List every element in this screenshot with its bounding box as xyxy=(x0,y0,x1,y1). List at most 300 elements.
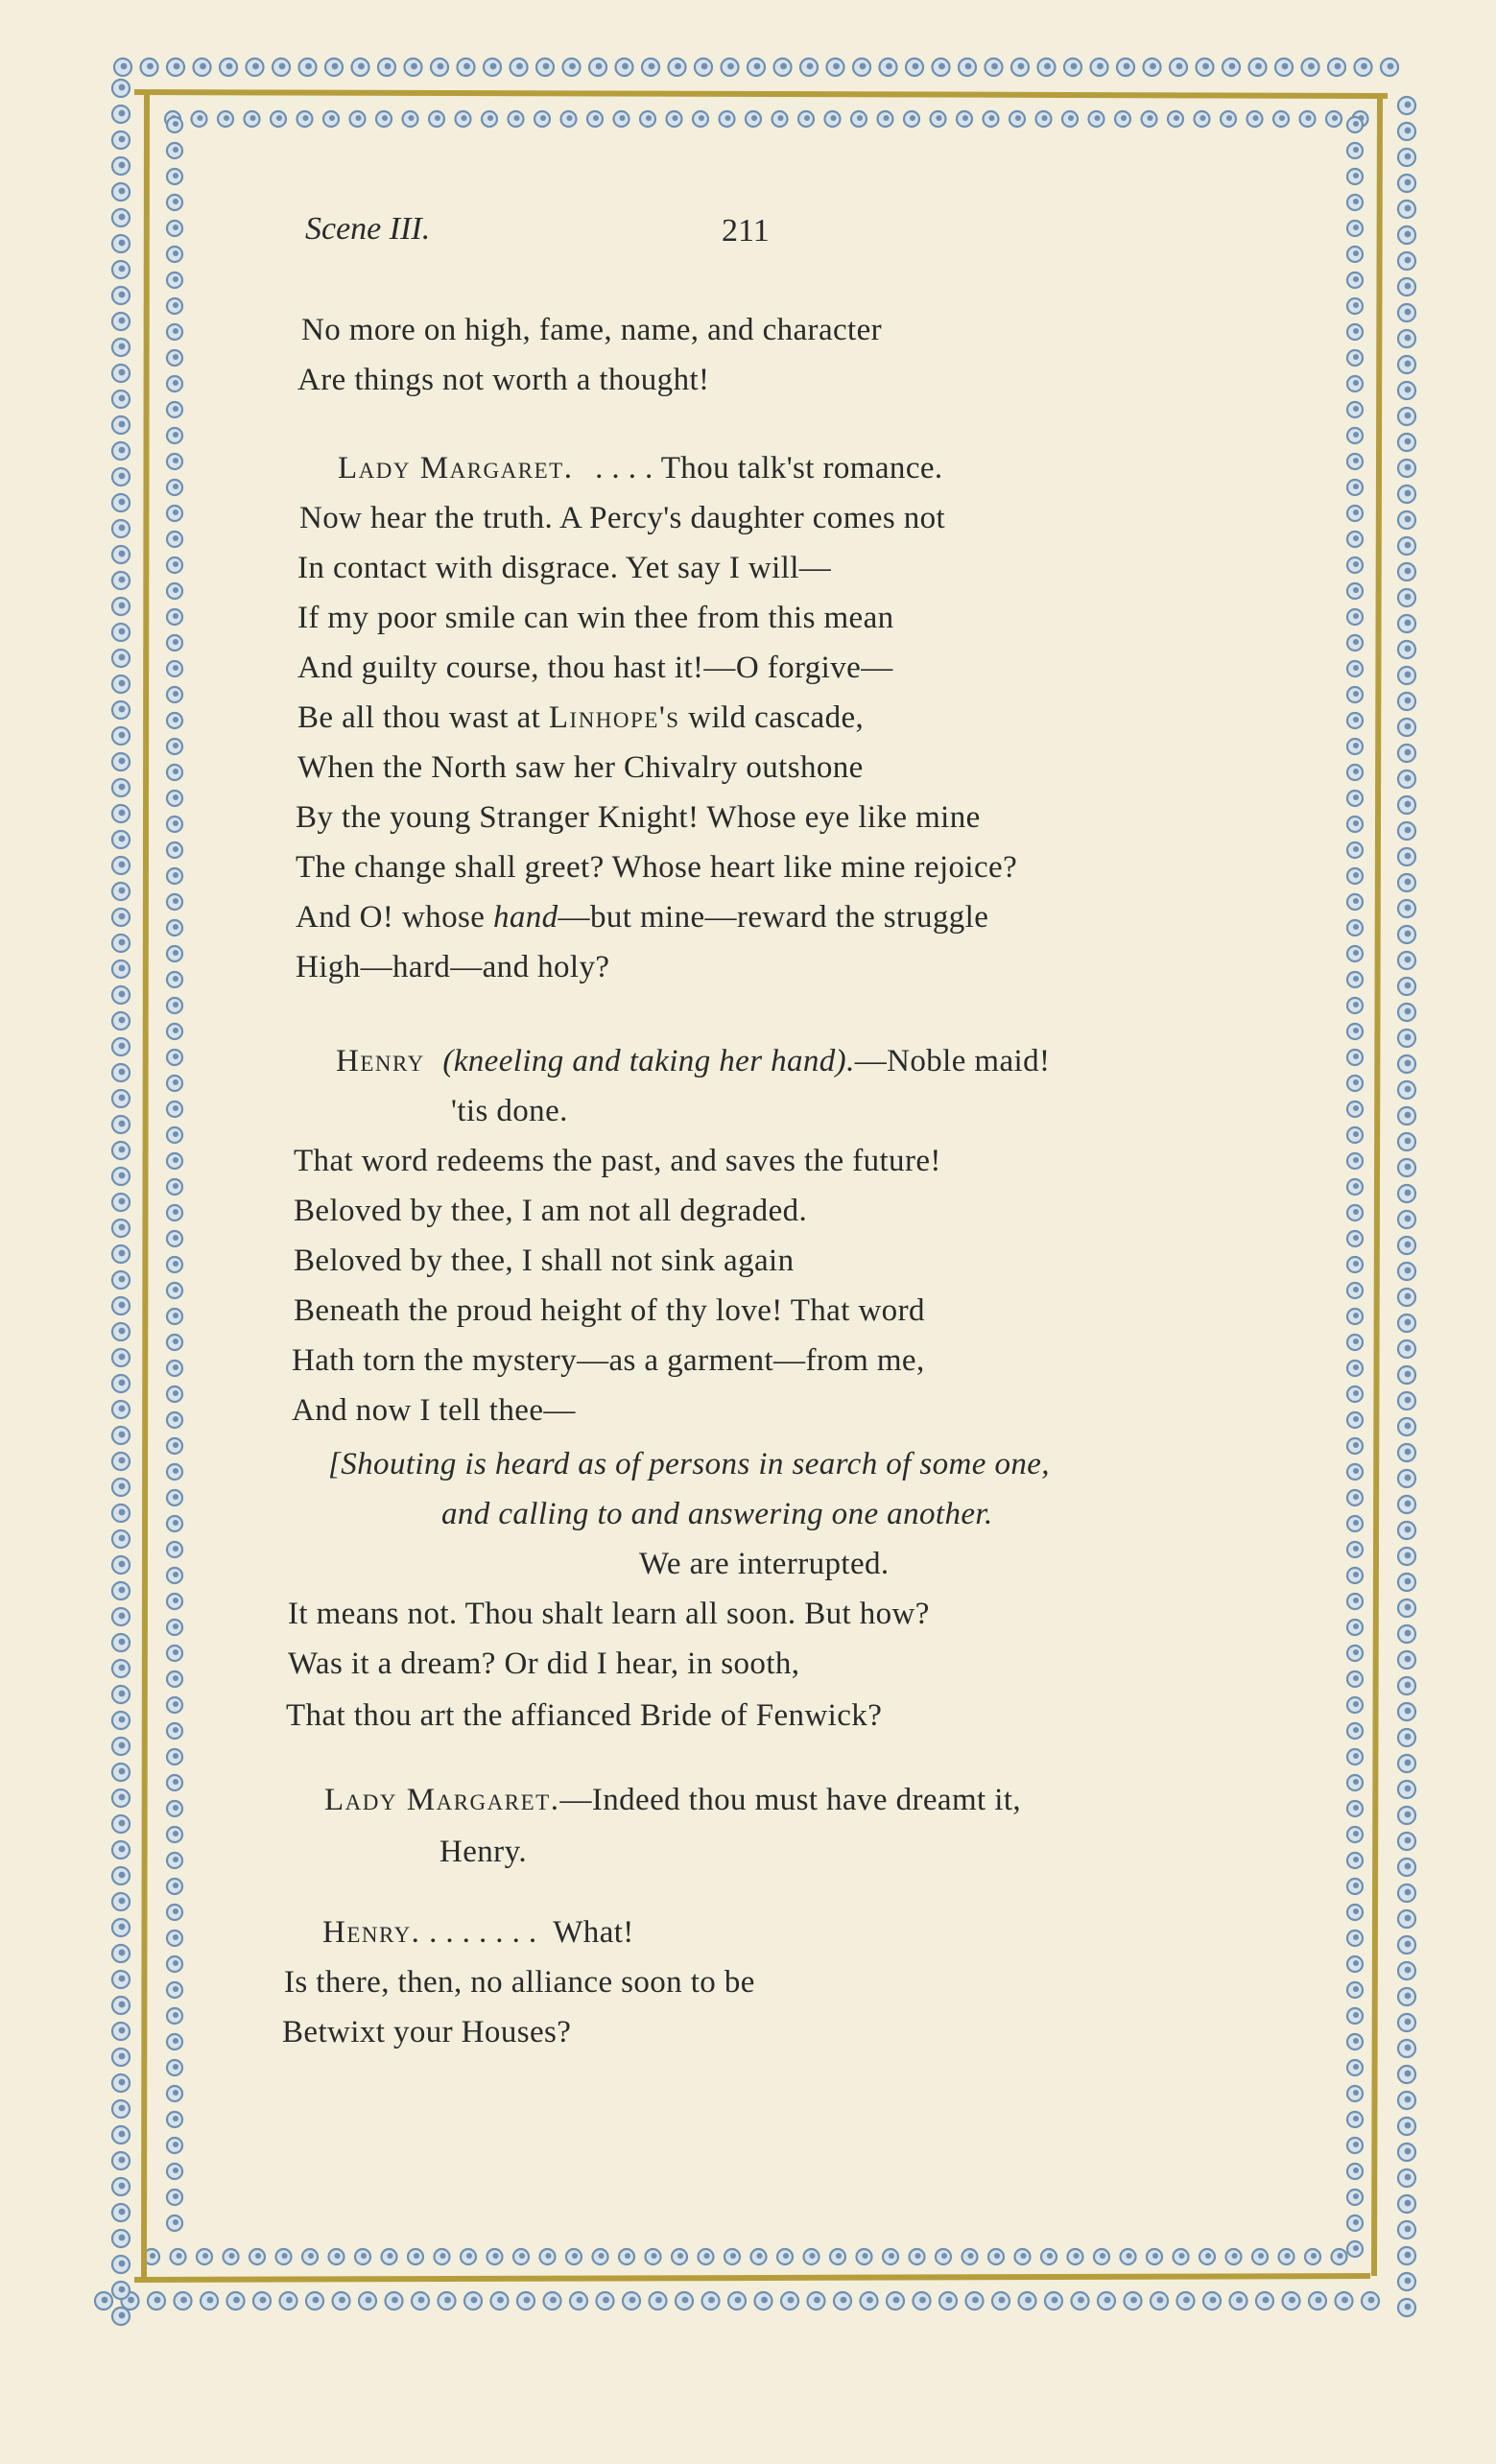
rosette-center xyxy=(994,2253,1000,2259)
rosette-center xyxy=(119,344,126,350)
rosette-center xyxy=(233,2297,240,2304)
rosette-center xyxy=(173,769,178,774)
rosette-center xyxy=(1405,1501,1412,1507)
verse-line: Are things not worth a thought! xyxy=(297,363,710,397)
rosette-center xyxy=(173,820,178,826)
rosette-center xyxy=(655,2297,662,2304)
rosette-center xyxy=(119,1147,126,1153)
rosette-center xyxy=(1353,872,1359,878)
rosette-center xyxy=(119,2209,126,2215)
rosette-center xyxy=(1405,2304,1412,2310)
rosette-center xyxy=(1405,957,1412,963)
rosette-center xyxy=(173,2168,178,2173)
rosette-center xyxy=(173,1520,178,1526)
rosette-center xyxy=(119,369,126,376)
rosette-center xyxy=(1353,1131,1359,1137)
gold-rule xyxy=(134,92,1388,96)
rosette-center xyxy=(224,115,229,121)
rosette-center xyxy=(914,2253,920,2259)
rosette-center xyxy=(1405,1423,1412,1430)
verse-line: When the North saw her Chivalry outshone xyxy=(297,750,864,785)
rosette-center xyxy=(756,2253,762,2259)
rosette-center xyxy=(281,2253,287,2259)
rosette-center xyxy=(1353,1442,1359,1448)
rosette-center xyxy=(1353,225,1359,230)
rosette-center xyxy=(490,63,497,70)
rosette-center xyxy=(651,2253,656,2259)
rosette-center xyxy=(1353,380,1359,386)
rosette-center xyxy=(938,63,945,70)
rosette-center xyxy=(1353,2219,1359,2225)
rosette-center xyxy=(119,1406,126,1412)
rosette-center xyxy=(1157,2297,1164,2304)
rosette-center xyxy=(358,63,365,70)
rosette-center xyxy=(1150,63,1156,70)
rosette-center xyxy=(1353,1468,1359,1474)
rosette-center xyxy=(173,1468,178,1474)
rosette-center xyxy=(1353,587,1359,593)
rosette-center xyxy=(119,473,126,480)
rosette-center xyxy=(173,1572,178,1577)
rosette-center xyxy=(1337,2253,1342,2259)
rosette-center xyxy=(1353,1986,1359,1992)
rosette-center xyxy=(150,2253,155,2259)
rosette-center xyxy=(1405,2226,1412,2233)
rosette-center xyxy=(1025,2297,1032,2304)
rosette-center xyxy=(1071,63,1078,70)
verse-line: That word redeems the past, and saves the future! xyxy=(294,1144,941,1178)
rosette-center xyxy=(1236,2297,1243,2304)
rosette-center xyxy=(119,680,126,687)
rosette-center xyxy=(438,63,444,70)
rosette-center xyxy=(577,2297,583,2304)
rosette-center xyxy=(173,276,178,282)
rosette-center xyxy=(385,63,392,70)
rosette-center xyxy=(119,1820,126,1827)
rosette-center xyxy=(173,380,178,386)
text-span: wild cascade, xyxy=(679,700,865,735)
rosette-center xyxy=(1353,458,1359,463)
rosette-center xyxy=(1205,2253,1211,2259)
rosette-center xyxy=(999,2297,1006,2304)
verse-line: No more on high, fame, name, and character xyxy=(301,313,883,347)
rosette-center xyxy=(119,84,126,91)
rosette-center xyxy=(119,214,126,221)
rosette-center xyxy=(516,63,523,70)
verse-line: Now hear the truth. A Percy's daughter comes not xyxy=(299,501,946,535)
rosette-center xyxy=(1199,115,1205,121)
rosette-center xyxy=(836,2253,842,2259)
rosette-center xyxy=(119,2157,126,2164)
rosette-center xyxy=(119,628,126,635)
rosette-center xyxy=(1353,250,1359,256)
rosette-center xyxy=(173,1805,178,1811)
rosette-center xyxy=(1258,2253,1264,2259)
rosette-center xyxy=(173,173,178,178)
rosette-center xyxy=(1405,2252,1412,2259)
rosette-center xyxy=(173,1753,178,1759)
rosette-center xyxy=(1353,1209,1359,1215)
rosette-center xyxy=(1147,115,1152,121)
rosette-center xyxy=(1405,516,1412,523)
rosette-center xyxy=(1353,613,1359,619)
rosette-center xyxy=(173,1598,178,1603)
rosette-center xyxy=(1361,63,1367,70)
rosette-center xyxy=(1305,115,1311,121)
rosette-center xyxy=(173,1287,178,1292)
rosette-center xyxy=(332,63,339,70)
rosette-center xyxy=(1405,1915,1412,1922)
rosette-center xyxy=(1405,413,1412,419)
rosette-center xyxy=(119,421,126,428)
rosette-center xyxy=(1405,931,1412,937)
rosette-center xyxy=(1353,743,1359,748)
rosette-center xyxy=(228,2253,234,2259)
rosette-center xyxy=(1226,115,1232,121)
verse-line: Beneath the proud height of thy love! That word xyxy=(294,1293,925,1328)
rosette-center xyxy=(119,395,126,402)
rosette-center xyxy=(1405,179,1412,186)
rosette-center xyxy=(1231,2253,1237,2259)
rosette-center xyxy=(1282,63,1289,70)
rosette-center xyxy=(1353,1831,1359,1836)
rosette-center xyxy=(1405,879,1412,886)
rosette-center xyxy=(1353,924,1359,930)
rosette-center xyxy=(1405,646,1412,652)
rosette-center xyxy=(941,2253,947,2259)
rosette-center xyxy=(1405,1319,1412,1326)
rosette-center xyxy=(180,2297,187,2304)
rosette-center xyxy=(1405,672,1412,678)
rosette-center xyxy=(173,1831,178,1836)
rosette-center xyxy=(173,1261,178,1267)
rosette-center xyxy=(1405,2174,1412,2181)
rosette-center xyxy=(119,1639,126,1646)
rosette-center xyxy=(1405,1397,1412,1404)
rosette-center xyxy=(1353,173,1359,178)
rosette-center xyxy=(173,1339,178,1344)
rosette-center xyxy=(1405,1578,1412,1585)
rosette-center xyxy=(1405,154,1412,160)
rosette-center xyxy=(1353,1675,1359,1681)
rosette-center xyxy=(913,63,919,70)
rosette-center xyxy=(119,2131,126,2138)
rosette-center xyxy=(173,613,178,619)
rosette-center xyxy=(119,447,126,454)
rosette-center xyxy=(1353,1649,1359,1655)
rosette-center xyxy=(1405,1242,1412,1248)
rosette-center xyxy=(1405,2200,1412,2207)
rosette-center xyxy=(1353,1598,1359,1603)
rosette-center xyxy=(226,63,233,70)
speaker-name: Henry. xyxy=(322,1915,421,1950)
rosette-center xyxy=(910,115,915,121)
rosette-center xyxy=(572,2253,578,2259)
rosette-center xyxy=(1353,950,1359,956)
rosette-center xyxy=(173,561,178,567)
rosette-center xyxy=(173,1623,178,1629)
rosette-center xyxy=(862,2253,867,2259)
rosette-center xyxy=(174,63,180,70)
rosette-center xyxy=(1405,1138,1412,1145)
rosette-center xyxy=(119,1535,126,1542)
rosette-center xyxy=(1052,2297,1058,2304)
rosette-center xyxy=(173,1727,178,1733)
rosette-center xyxy=(119,188,126,195)
rosette-center xyxy=(173,509,178,515)
place-name: Linhope's xyxy=(548,700,680,735)
speaker-name: Lady Margaret. xyxy=(338,451,574,486)
rosette-center xyxy=(622,63,629,70)
rosette-center xyxy=(119,1794,126,1801)
rosette-center xyxy=(173,1028,178,1033)
verse-line: Betwixt your Houses? xyxy=(282,2015,572,2049)
rosette-center xyxy=(1094,115,1100,121)
rosette-center xyxy=(173,2064,178,2070)
rosette-center xyxy=(173,2193,178,2199)
rosette-center xyxy=(173,458,178,463)
rosette-center xyxy=(119,1976,126,1982)
rosette-center xyxy=(543,63,550,70)
rosette-center xyxy=(119,1095,126,1102)
rosette-center xyxy=(1316,2297,1322,2304)
rosette-center xyxy=(260,2297,267,2304)
text-span: —but mine—reward the struggle xyxy=(558,900,989,935)
rosette-center xyxy=(173,2219,178,2225)
rosette-center xyxy=(1405,1630,1412,1637)
verse-line: By the young Stranger Knight! Whose eye like mine xyxy=(296,800,981,835)
rosette-center xyxy=(173,302,178,308)
rosette-center xyxy=(1353,1546,1359,1552)
text-span: And O! whose xyxy=(296,900,493,935)
rosette-center xyxy=(1353,1002,1359,1007)
rosette-center xyxy=(119,862,126,868)
rosette-center xyxy=(1405,2097,1412,2103)
rosette-center xyxy=(754,63,761,70)
rosette-center xyxy=(1405,827,1412,834)
verse-line: —Indeed thou must have dreamt it, xyxy=(559,1783,1022,1817)
rosette-center xyxy=(1100,2253,1105,2259)
rosette-center xyxy=(1353,1339,1359,1344)
rosette-center xyxy=(1078,2297,1084,2304)
rosette-center xyxy=(334,2253,340,2259)
rosette-center xyxy=(1353,1313,1359,1318)
rosette-center xyxy=(1353,1727,1359,1733)
verse-line: Is there, then, no alliance soon to be xyxy=(284,1965,755,2000)
rosette-center xyxy=(1405,775,1412,782)
rosette-center xyxy=(860,63,867,70)
rosette-center xyxy=(867,2297,873,2304)
rosette-center xyxy=(513,115,519,121)
rosette-center xyxy=(147,63,154,70)
rosette-center xyxy=(677,2253,683,2259)
rosette-center xyxy=(1353,1960,1359,1966)
rosette-center xyxy=(119,1924,126,1931)
rosette-center xyxy=(1152,2253,1158,2259)
rosette-center xyxy=(119,1898,126,1905)
rosette-center xyxy=(173,1079,178,1085)
rosette-center xyxy=(119,1509,126,1516)
rosette-center xyxy=(1405,128,1412,134)
verse-line: Beloved by thee, I shall not sink again xyxy=(294,1244,795,1278)
rosette-center xyxy=(1353,1235,1359,1241)
rosette-center xyxy=(1176,63,1183,70)
rosette-center xyxy=(119,1173,126,1179)
rosette-center xyxy=(173,872,178,878)
rosette-center xyxy=(119,965,126,972)
rosette-center xyxy=(119,2002,126,2008)
rosette-center xyxy=(1353,2012,1359,2018)
rosette-center xyxy=(936,115,941,121)
rosette-center xyxy=(1068,115,1074,121)
rosette-center xyxy=(119,1224,126,1231)
rosette-center xyxy=(1405,1034,1412,1041)
rosette-center xyxy=(173,717,178,723)
speaker-name: Lady Margaret. xyxy=(324,1783,560,1817)
rosette-center xyxy=(1405,1889,1412,1896)
rosette-center xyxy=(788,2297,795,2304)
rosette-center xyxy=(783,2253,789,2259)
rosette-center xyxy=(173,665,178,671)
rosette-center xyxy=(682,2297,689,2304)
rosette-center xyxy=(173,1934,178,1940)
rosette-center xyxy=(173,976,178,982)
rosette-center xyxy=(1405,490,1412,497)
rosette-center xyxy=(1405,464,1412,471)
rosette-center xyxy=(173,587,178,593)
stage-direction: [Shouting is heard as of persons in search of some one, xyxy=(328,1447,1050,1481)
rosette-center xyxy=(119,1846,126,1853)
rosette-center xyxy=(1405,594,1412,601)
rosette-center xyxy=(1405,2122,1412,2129)
rosette-center xyxy=(1342,2297,1348,2304)
rosette-center xyxy=(119,1354,126,1361)
rosette-center xyxy=(366,2297,372,2304)
rosette-center xyxy=(780,63,787,70)
verse-line: In contact with disgrace. Yet say I will— xyxy=(297,551,832,585)
rosette-center xyxy=(1353,820,1359,826)
rosette-center xyxy=(1047,2253,1053,2259)
rosette-center xyxy=(1353,1520,1359,1526)
rosette-center xyxy=(1353,1183,1359,1189)
rosette-center xyxy=(889,2253,894,2259)
rosette-center xyxy=(569,63,576,70)
rosette-center xyxy=(1353,1623,1359,1629)
rosette-center xyxy=(809,2253,815,2259)
rosette-center xyxy=(1097,63,1104,70)
rosette-center xyxy=(202,2253,208,2259)
rosette-center xyxy=(1289,2297,1295,2304)
rosette-center xyxy=(1405,2071,1412,2077)
rosette-center xyxy=(173,2038,178,2044)
rosette-center xyxy=(173,898,178,904)
rosette-center xyxy=(173,1986,178,1992)
rosette-center xyxy=(1353,1261,1359,1267)
rosette-center xyxy=(1015,115,1021,121)
rosette-center xyxy=(119,162,126,169)
verse-line: Beloved by thee, I am not all degraded. xyxy=(294,1194,808,1228)
rosette-center xyxy=(1353,2142,1359,2147)
verse-line: That thou art the affianced Bride of Fenwick? xyxy=(286,1698,883,1733)
rosette-center xyxy=(675,63,681,70)
rosette-center xyxy=(1353,1908,1359,1914)
rosette-center xyxy=(1368,2297,1375,2304)
rosette-center xyxy=(471,2297,478,2304)
rosette-center xyxy=(119,318,126,324)
rosette-center xyxy=(361,2253,367,2259)
rosette-center xyxy=(119,1665,126,1671)
rosette-center xyxy=(1405,1734,1412,1741)
rosette-center xyxy=(119,136,126,143)
verse-line: —Noble maid! xyxy=(854,1044,1051,1078)
rosette-center xyxy=(1405,983,1412,989)
rosette-center xyxy=(1130,2297,1137,2304)
rosette-center xyxy=(1353,121,1359,127)
rosette-center xyxy=(435,115,440,121)
rosette-center xyxy=(119,1717,126,1723)
rosette-center xyxy=(176,2253,181,2259)
rosette-center xyxy=(411,63,417,70)
rosette-center xyxy=(1405,102,1412,108)
rosette-center xyxy=(751,115,757,121)
rosette-center xyxy=(807,63,814,70)
rosette-center xyxy=(1353,846,1359,852)
rosette-center xyxy=(1353,199,1359,204)
rosette-center xyxy=(1405,2045,1412,2051)
rosette-center xyxy=(119,1380,126,1386)
rosette-center xyxy=(1405,1268,1412,1274)
rosette-center xyxy=(173,1779,178,1785)
rosette-center xyxy=(119,1250,126,1257)
rosette-center xyxy=(1353,276,1359,282)
rosette-center xyxy=(119,551,126,557)
rosette-center xyxy=(708,2297,715,2304)
rosette-center xyxy=(1388,63,1394,70)
rosette-center xyxy=(1405,1967,1412,1974)
rosette-center xyxy=(308,2253,314,2259)
rosette-center xyxy=(173,1442,178,1448)
rosette-center xyxy=(173,1235,178,1241)
rosette-center xyxy=(1202,63,1209,70)
rosette-center xyxy=(439,2253,445,2259)
rosette-center xyxy=(988,115,994,121)
rosette-center xyxy=(1353,1079,1359,1085)
rosette-center xyxy=(173,250,178,256)
rosette-center xyxy=(699,115,704,121)
rosette-center xyxy=(1353,1753,1359,1759)
rosette-center xyxy=(173,794,178,800)
rosette-center xyxy=(1405,361,1412,367)
rosette-center xyxy=(566,115,572,121)
rosette-center xyxy=(727,63,734,70)
rosette-center xyxy=(886,63,892,70)
rosette-center xyxy=(1252,115,1258,121)
rosette-center xyxy=(833,63,840,70)
rosette-center xyxy=(1405,2019,1412,2026)
speaker-line xyxy=(322,1907,634,1958)
rosette-center xyxy=(119,758,126,765)
rosette-center xyxy=(119,1302,126,1309)
rosette-center xyxy=(173,924,178,930)
rosette-center xyxy=(173,1209,178,1215)
rosette-center xyxy=(1353,302,1359,308)
rosette-center xyxy=(121,63,128,70)
rosette-center xyxy=(1405,620,1412,627)
rosette-center xyxy=(173,1002,178,1007)
rosette-center xyxy=(119,1872,126,1879)
rosette-center xyxy=(883,115,889,121)
rosette-center xyxy=(1405,1527,1412,1533)
